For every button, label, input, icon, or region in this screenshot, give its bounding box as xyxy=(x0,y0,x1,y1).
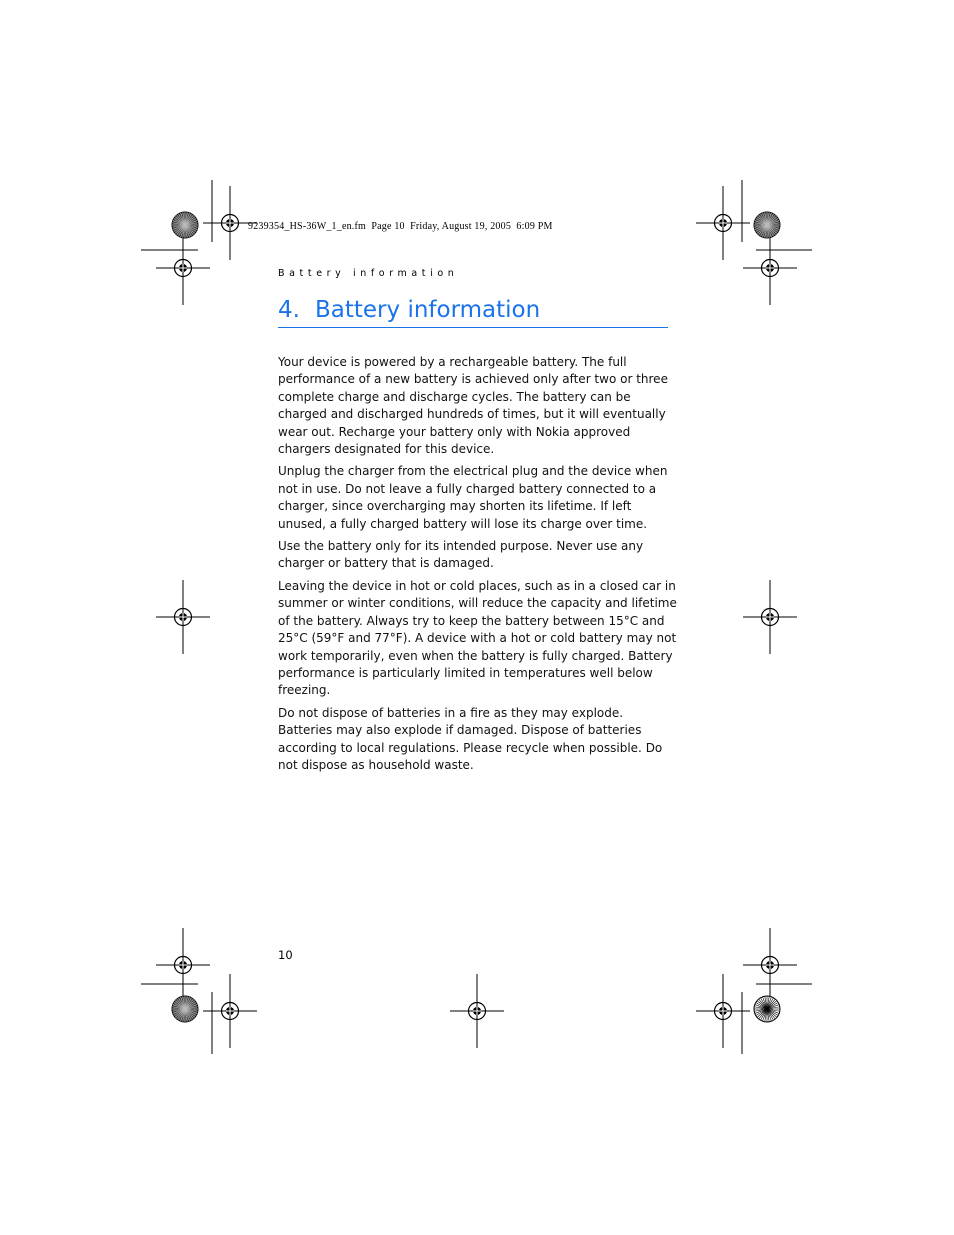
star-target-icon xyxy=(754,996,780,1022)
paragraph-temperature: Leaving the device in hot or cold places, such as in a closed car in summer or winter conditions, will reduce the capacity and lifetime of the battery. Always try to keep the battery between 15°C and 25°C (59°F and 77°F). A device with a hot or cold battery may not work temporarily, even when the battery is fully charged. Battery performance is particularly limited in temperatures well below freezing. xyxy=(278,578,677,698)
print-slug: 9239354_HS-36W_1_en.fm Page 10 Friday, August 19, 2005 6:09 PM xyxy=(248,221,553,232)
page-number: 10 xyxy=(278,948,293,962)
paragraph-intended-use: Use the battery only for its intended purpose. Never use any charger or battery that is damaged. xyxy=(278,539,644,571)
registration-mark-icon xyxy=(203,974,257,1048)
registration-mark-icon xyxy=(743,580,797,654)
star-target-icon xyxy=(172,996,198,1022)
paragraph-disposal: Do not dispose of batteries in a fire as they may explode. Batteries may also explode if damaged. Dispose of batteries according to local regulations. Please recycle when possible. Do not dispose as household waste. xyxy=(278,705,663,772)
chapter-title xyxy=(278,295,668,328)
chapter-title-text: Battery information xyxy=(315,297,541,323)
star-target-icon xyxy=(172,212,198,238)
chapter-number: 4. xyxy=(278,297,300,323)
running-header: Battery information xyxy=(278,268,459,279)
star-target-icon xyxy=(754,212,780,238)
registration-mark-icon xyxy=(156,928,210,1002)
paragraph-unplug: Unplug the charger from the electrical plug and the device when not in use. Do not leave a fully charged battery connected to a charger, since overcharging may shorten its lifetime. If left unused, a fully charged battery will lose its charge over time. xyxy=(278,464,668,531)
registration-mark-icon xyxy=(450,974,504,1048)
registration-mark-icon xyxy=(743,928,797,1002)
body-text xyxy=(278,354,678,779)
registration-mark-icon xyxy=(156,231,210,305)
paragraph-charging: Your device is powered by a rechargeable battery. The full performance of a new battery is achieved only after two or three complete charge and discharge cycles. The battery can be charged and discharged hundreds of times, but it will eventually wear out. Recharge your battery only with Nokia approved chargers designated for this device. xyxy=(278,355,668,457)
registration-mark-icon xyxy=(156,580,210,654)
registration-mark-icon xyxy=(743,231,797,305)
